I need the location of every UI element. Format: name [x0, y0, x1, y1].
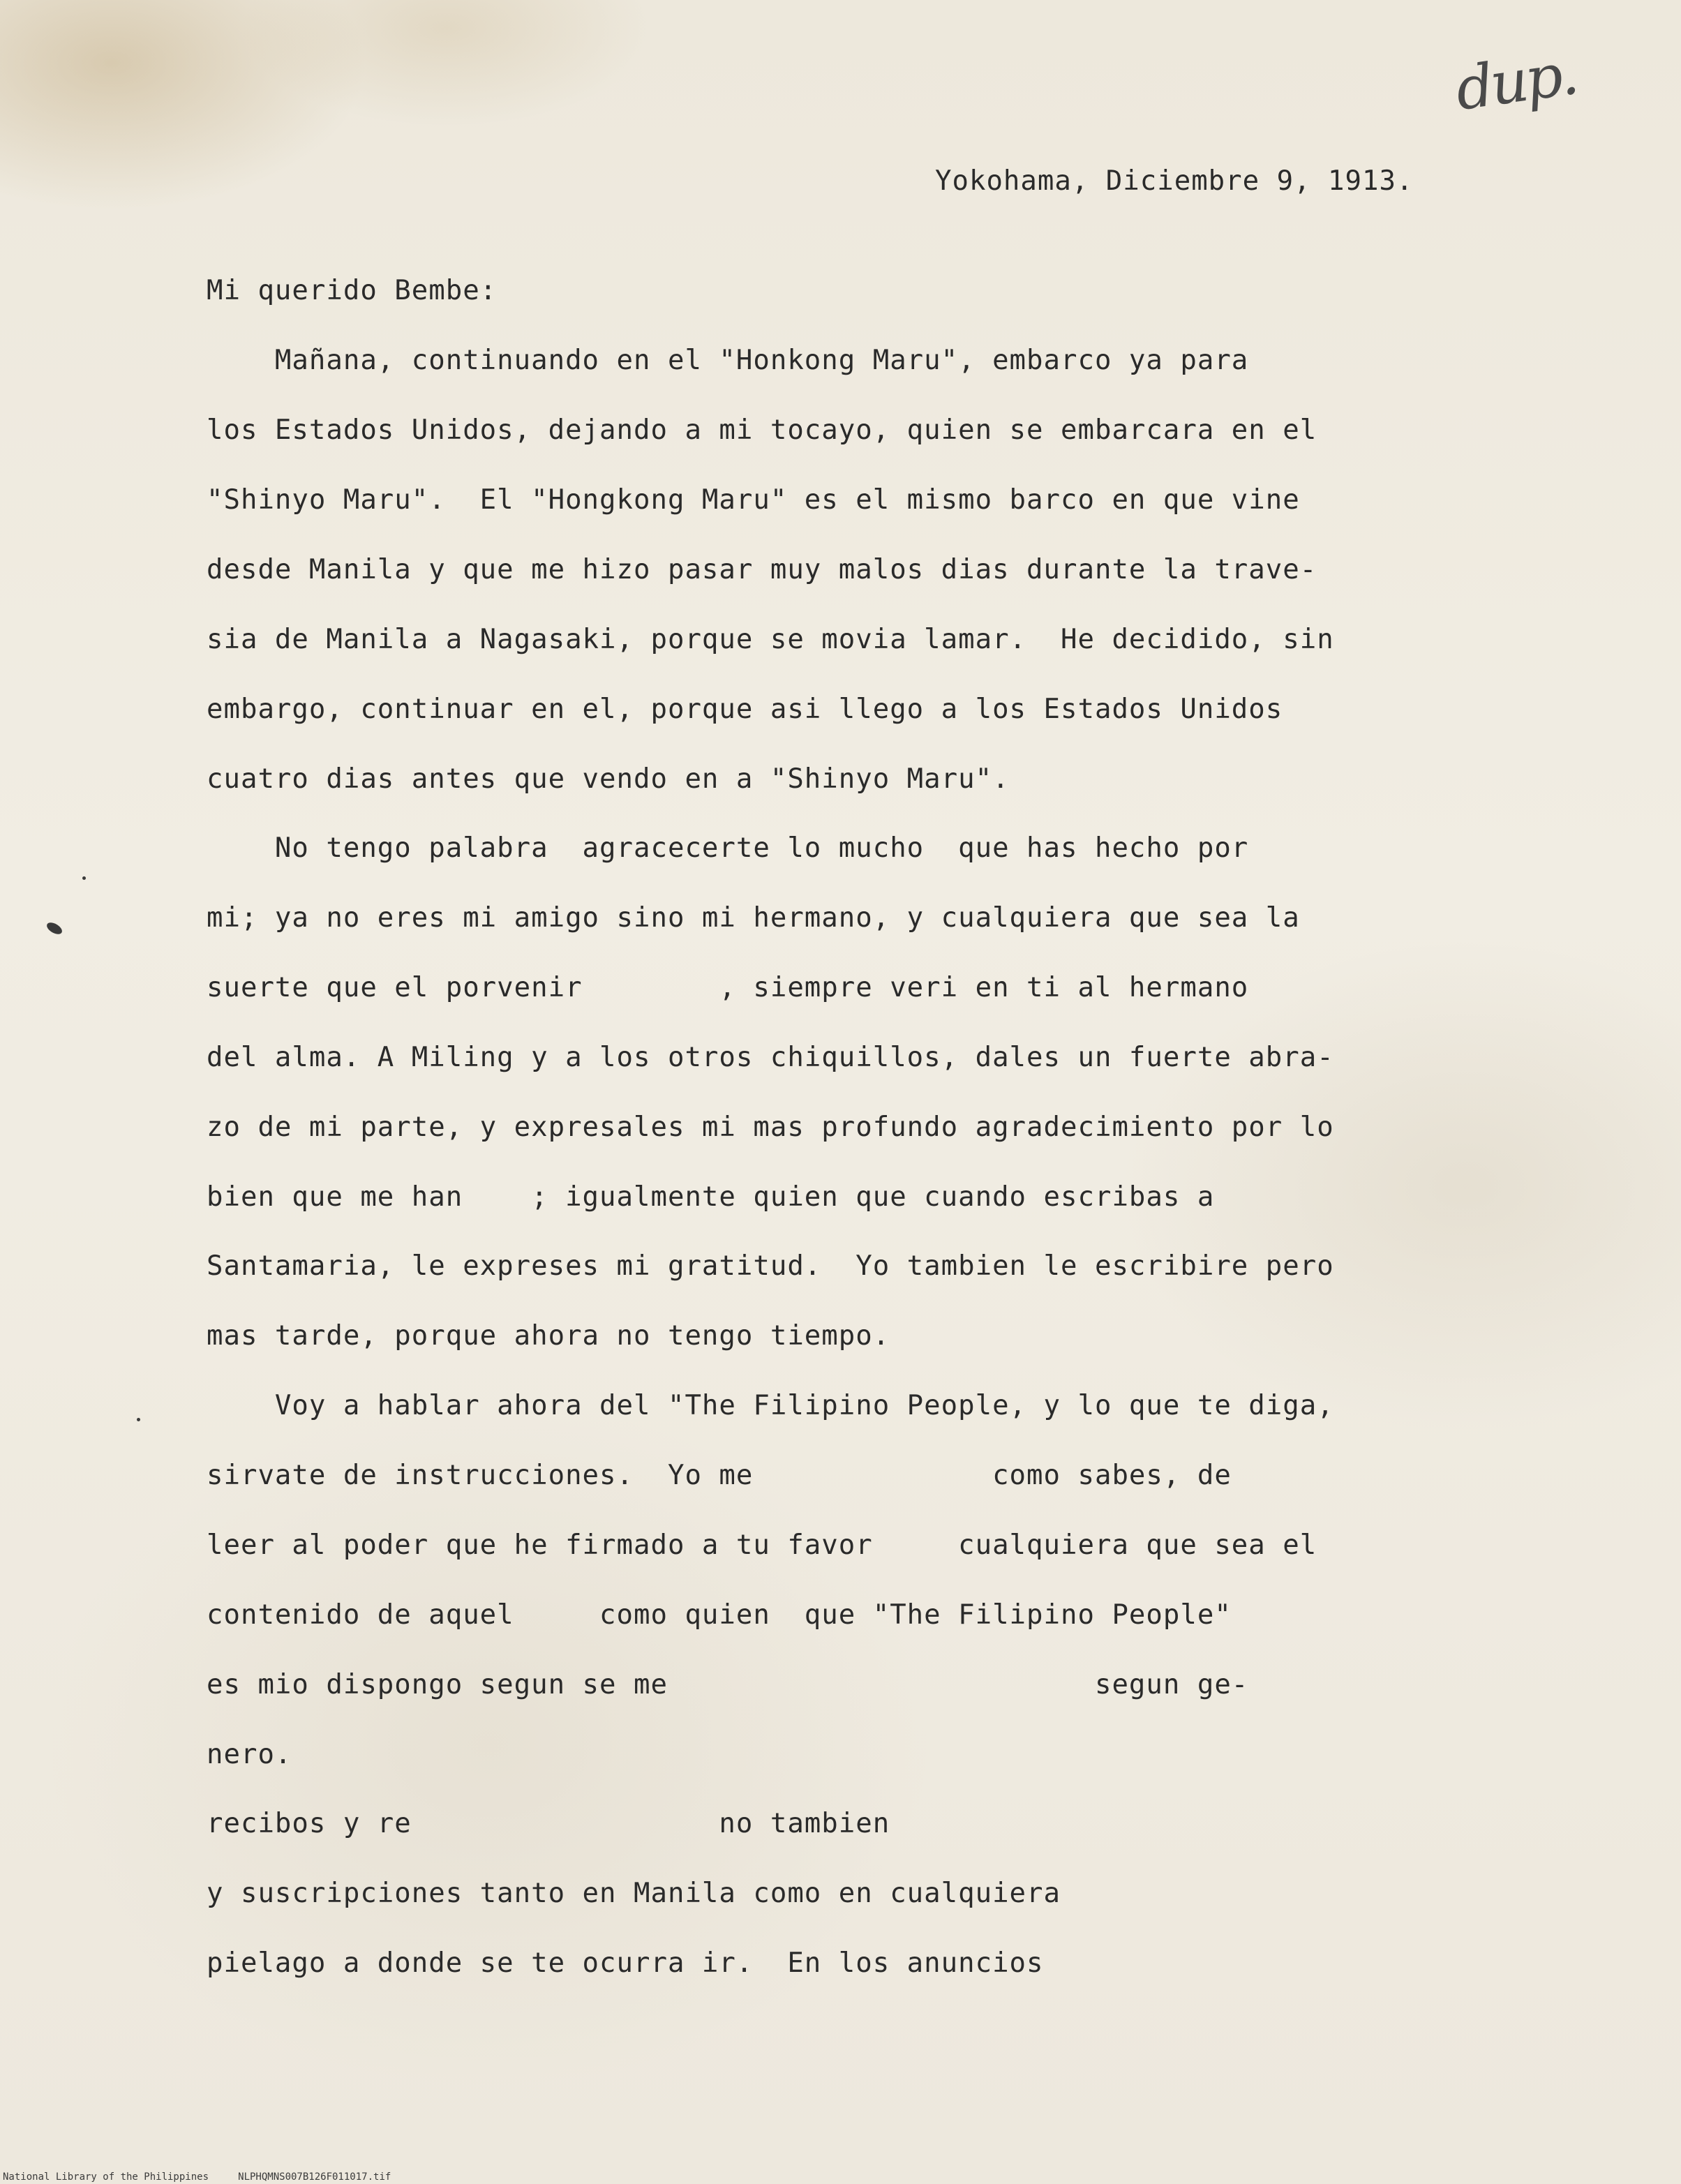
ink-blot — [45, 920, 63, 936]
handwritten-annotation: dup. — [1451, 39, 1581, 124]
body-line: embargo, continuar en el, porque asi llego a los Estados Unidos — [207, 694, 1283, 725]
ink-speck — [137, 1418, 140, 1421]
body-line: nero. — [207, 1739, 292, 1770]
body-line: desde Manila y que me hizo pasar muy malos dias durante la trave- — [207, 554, 1317, 585]
body-line: bien que me han ; igualmente quien que cuando escribas a — [207, 1181, 1215, 1213]
archive-footer: National Library of the Philippines NLPHQMNS007B126F011017.tif — [3, 2171, 391, 2183]
body-line: Voy a hablar ahora del "The Filipino People, y lo que te diga, — [207, 1390, 1334, 1421]
body-line: es mio dispongo segun se me segun ge- — [207, 1669, 1249, 1700]
body-line: mas tarde, porque ahora no tengo tiempo. — [207, 1320, 890, 1352]
body-line: y suscripciones tanto en Manila como en cualquiera — [207, 1878, 1061, 1909]
body-line: No tengo palabra agracecerte lo mucho que has hecho por — [207, 832, 1249, 864]
body-line: suerte que el porvenir , siempre veri en ti al hermano — [207, 972, 1249, 1003]
ink-speck — [82, 876, 86, 880]
body-line: leer al poder que he firmado a tu favor cualquiera que sea el — [207, 1529, 1317, 1561]
body-line: contenido de aquel como quien que "The Filipino People" — [207, 1599, 1232, 1631]
body-line: sirvate de instrucciones. Yo me como sabes, de — [207, 1460, 1232, 1491]
salutation: Mi querido Bembe: — [207, 275, 498, 306]
body-line: del alma. A Miling y a los otros chiquillos, dales un fuerte abra- — [207, 1042, 1334, 1073]
body-line: mi; ya no eres mi amigo sino mi hermano, y cualquiera que sea la — [207, 902, 1300, 934]
body-line: zo de mi parte, y expresales mi mas profundo agradecimiento por lo — [207, 1112, 1334, 1143]
body-line: "Shinyo Maru". El "Hongkong Maru" es el mismo barco en que vine — [207, 484, 1300, 516]
body-line: sia de Manila a Nagasaki, porque se movia lamar. He decidido, sin — [207, 624, 1334, 655]
body-line: los Estados Unidos, dejando a mi tocayo, quien se embarcara en el — [207, 414, 1317, 446]
date-line: Yokohama, Diciembre 9, 1913. — [935, 165, 1414, 197]
body-line: Santamaria, le expreses mi gratitud. Yo tambien le escribire pero — [207, 1250, 1334, 1282]
body-line: recibos y re no tambien — [207, 1808, 890, 1839]
body-line: pielago a donde se te ocurra ir. En los anuncios — [207, 1947, 1044, 1979]
body-line: cuatro dias antes que vendo en a "Shinyo Maru". — [207, 763, 1010, 795]
body-line: Mañana, continuando en el "Honkong Maru", embarco ya para — [207, 345, 1249, 376]
